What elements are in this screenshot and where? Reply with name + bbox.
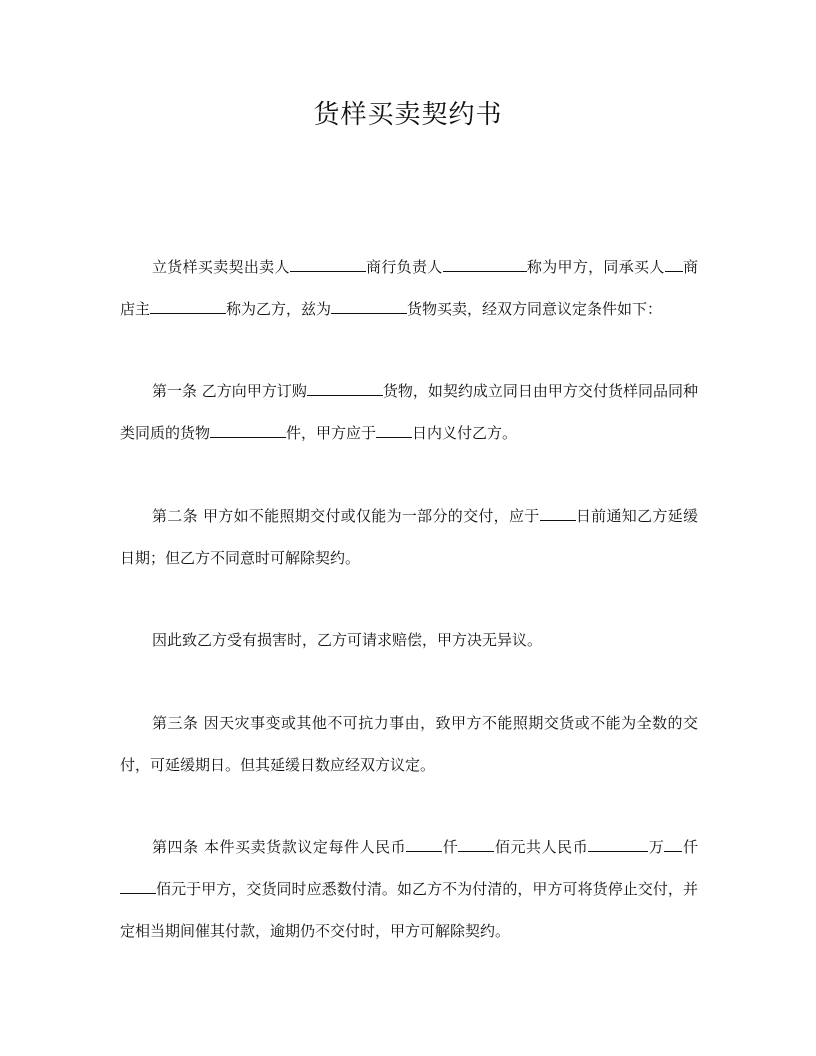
seller-name-blank[interactable] [290,254,366,272]
article-4-text-1: 第四条 本件买卖货款议定每件人民币 [152,838,407,856]
article-1-text-1: 第一条 乙方向甲方订购 [152,382,307,400]
intro-text-4: 商店主 [120,258,698,318]
total-hundred-blank[interactable] [120,876,156,894]
article-2-text-1: 第二条 甲方如不能照期交付或仅能为一部分的交付，应于 [152,507,540,525]
intro-text-2: 商行负责人 [365,258,443,276]
notice-days-blank[interactable] [540,503,576,521]
article-4-text-3: 佰元共人民币 [494,838,589,856]
article-4-paragraph [120,826,698,952]
article-4-text-4: 万 [648,838,665,856]
intro-text-6: 货物买卖，经双方同意议定条件如下： [407,300,663,318]
seller-manager-blank[interactable] [443,254,527,272]
intro-text-5: 称为乙方，兹为 [226,300,332,318]
article-1-paragraph [120,370,698,454]
article-1-text-4: 日内义付乙方。 [412,424,518,442]
article-1-text-2: 货物，如契约成立同日由甲方交付货样同品同种类同质的货物 [120,382,698,442]
quantity-blank[interactable] [210,420,286,438]
total-thousand-blank[interactable] [664,834,682,852]
unit-price-hundred-blank[interactable] [458,834,494,852]
ordered-goods-blank[interactable] [307,378,383,396]
intro-text-1: 立货样买卖契出卖人 [152,258,290,276]
buyer-name-blank[interactable] [665,254,683,272]
document-title: 货样买卖契约书 [313,100,503,130]
article-2-note-paragraph: 因此致乙方受有损害时，乙方可请求赔偿，甲方决无异议。 [152,631,543,649]
total-ten-thousand-blank[interactable] [588,834,648,852]
article-1-text-3: 件，甲方应于 [286,424,377,442]
intro-paragraph [120,246,698,330]
delivery-days-blank[interactable] [376,420,412,438]
article-3-paragraph: 第三条 因天灾事变或其他不可抗力事由，致甲方不能照期交货或不能为全数的交付，可延缓期日。但其延缓日数应经双方议定。 [120,714,698,774]
article-2-paragraph [120,495,698,579]
article-4-text-6: 佰元于甲方，交货同时应悉数付清。如乙方不为付清的，甲方可将货停止交付，并定相当期间催其付款，逾期仍不交付时，甲方可解除契约。 [120,880,698,940]
article-4-text-5: 仟 [682,838,698,856]
unit-price-thousand-blank[interactable] [406,834,442,852]
article-4-text-2: 仟 [442,838,459,856]
article-2-text-2: 日前通知乙方延缓日期；但乙方不同意时可解除契约。 [120,507,698,567]
goods-name-blank[interactable] [331,296,407,314]
buyer-shop-owner-blank[interactable] [150,296,226,314]
intro-text-3: 称为甲方，同承买人 [526,258,665,276]
